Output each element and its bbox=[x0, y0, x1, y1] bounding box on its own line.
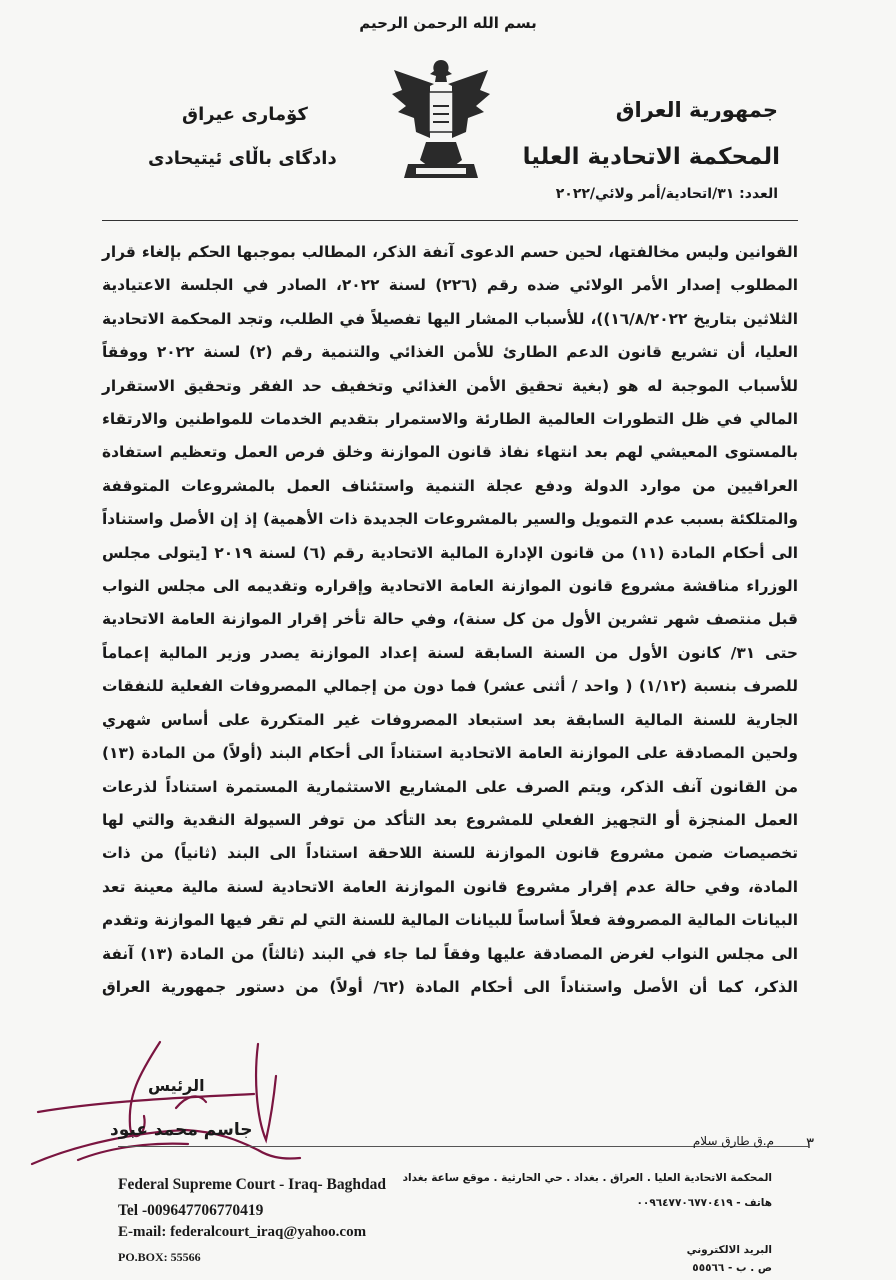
header-divider bbox=[102, 220, 798, 221]
body-text bbox=[102, 236, 798, 1004]
footer-phone-ar: هاتف - ٠٠٩٦٤٧٧٠٦٧٧٠٤١٩ bbox=[636, 1197, 772, 1209]
page-number: ٣ bbox=[806, 1134, 815, 1152]
footer-pobox: PO.BOX: 55566 bbox=[118, 1250, 201, 1264]
president-title: الرئيس bbox=[148, 1076, 205, 1095]
president-name: جاسم محمد عبود bbox=[110, 1120, 253, 1140]
body-paragraph: القوانين وليس مخالفتها، لحين حسم الدعوى آنفة الذكر، المطالب بموجبها الحكم بإلغاء قرار المطلوب إصدار الأمر الولائي ضده رقم (٢٢٦) لسنة ٢٠٢٢، الصادر في الجلسة الاعتيادية الثلاثين بتاريخ ١٦/٨/٢٠٢٢))، للأسباب المشار اليها تفصيلاً في الطلب، وتجد المحكمة الاتحادية العليا، أن تشريع قانون الدعم الطارئ للأمن الغذائي والتنمية رقم (٢) لسنة ٢٠٢٢ ووفقاً للأسباب الموجبة له هو (بغية تحقيق الأمن الغذائي وتخفيف حد الفقر وتحقيق الاستقرار المالي في ظل التطورات العالمية الطارئة والاستمرار بتقديم الخدمات للمواطنين والارتقاء بالمستوى المعيشي لهم بعد انتهاء نفاذ قانون الموازنة وخلق فرص العمل وتعظيم استفادة العراقيين من موارد الدولة ودفع عجلة التنمية واستئناف العمل بالمشروعات المتوقفة والمتلكئة بسبب عدم التمويل والسير بالمشروعات الجديدة ذات الأهمية) إذ إن الأصل واستناداً الى أحكام المادة (١١) من قانون الإدارة المالية الاتحادية رقم (٦) لسنة ٢٠١٩ [يتولى مجلس الوزراء مناقشة مشروع قانون الموازنة العامة الاتحادية وإقراره وتقديمه الى مجلس النواب قبل منتصف شهر تشرين الأول من كل سنة)، وفي حالة تأخر إقرار الموازنة العامة الاتحادية حتى ٣١/ كانون الأول من السنة السابقة لسنة إعداد الموازنة يصدر وزير المالية إعماماً للصرف بنسبة (١/١٢) ( واحد / أثنى عشر) فما دون من إجمالي المصروفات الفعلية للنفقات الجارية للسنة المالية السابقة بعد استبعاد المصروفات غير المتكررة على أساس شهري ولحين المصادقة على الموازنة العامة الاتحادية استناداً الى أحكام البند (أولاً) من المادة (١٣) من القانون آنف الذكر، ويتم الصرف على المشاريع الاستثمارية المستمرة استناداً لذرعات العمل المنجزة أو التجهيز الفعلي للمشروع بعد التأكد من توفر السيولة النقدية والتي لها تخصيصات ضمن مشروع قانون الموازنة للسنة اللاحقة استناداً الى البند (ثانياً) من ذات المادة، وفي حالة عدم إقرار مشروع قانون الموازنة العامة الاتحادية لسنة مالية معينة تعد البيانات المالية المصروفة فعلاً أساساً للبيانات المالية للسنة التي لم تقر فيها الموازنة وتقدم الى مجلس النواب لغرض المصادقة عليها وفقاً لما جاء في البند (ثالثاً) من المادة (١٣) آنفة الذكر، كما أن الأصل واستناداً الى أحكام المادة (٦٢/ أولاً) من دستور جمهورية العراق bbox=[102, 243, 799, 996]
court-title: المحكمة الاتحادية العليا bbox=[522, 144, 780, 170]
handwritten-signature-icon bbox=[18, 1036, 308, 1174]
footer-email-label-ar: البريد الالكتروني bbox=[686, 1244, 772, 1256]
kurdish-court-title: دادگاى باڵاى ئيتيحادى bbox=[148, 148, 337, 169]
footer-pobox-ar: ص . ب - ٥٥٥٦٦ bbox=[692, 1262, 772, 1274]
kurdish-republic-title: كۆمارى عيراق bbox=[182, 104, 308, 125]
footer-phone: Tel -009647706770419 bbox=[118, 1202, 264, 1219]
footer-address-ar: المحكمة الاتحادية العليا . العراق . بغداد . حي الحارثية . موقع ساعة بغداد bbox=[402, 1172, 772, 1184]
footer-email: E-mail: federalcourt_iraq@yahoo.com bbox=[118, 1224, 367, 1240]
basmala: بسم الله الرحمن الرحيم bbox=[359, 14, 537, 32]
reference-number: العدد: ٣١/اتحادية/أمر ولائي/٢٠٢٢ bbox=[555, 186, 778, 202]
footer-court-name: Federal Supreme Court - Iraq- Baghdad bbox=[118, 1176, 386, 1193]
iraq-eagle-emblem-icon bbox=[386, 56, 496, 186]
republic-title: جمهورية العراق bbox=[615, 98, 778, 122]
clerk-initials: م.ق طارق سلام bbox=[692, 1134, 774, 1148]
